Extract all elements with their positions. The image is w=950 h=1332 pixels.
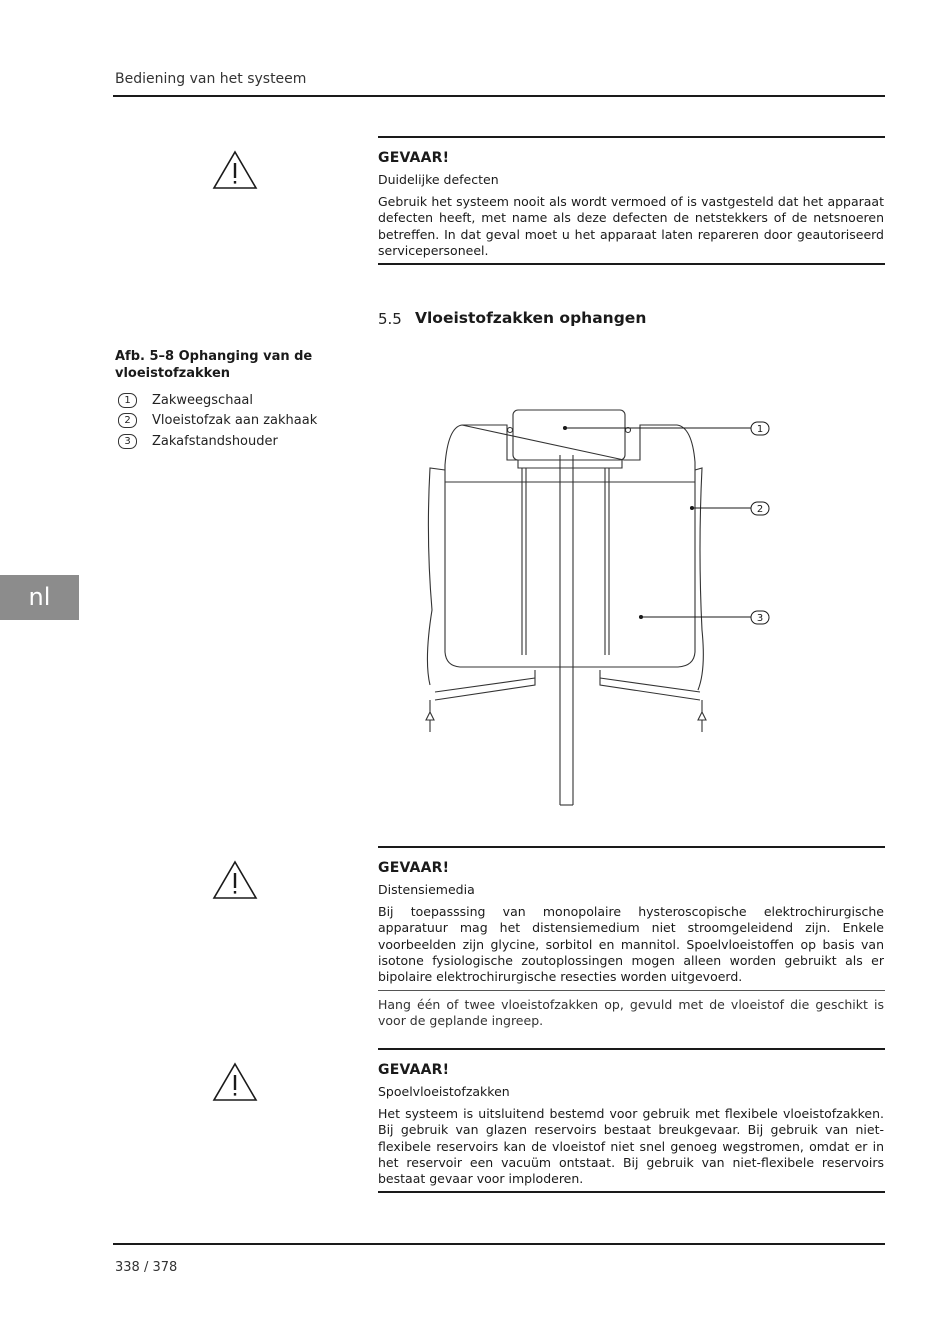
warning-body: Gebruik het systeem nooit als wordt vermoed of is vastgesteld dat het apparaat defecten heeft, met name als deze defecten de netstekkers of de netsnoeren betreffen. In dat geval moet u het apparaat laten repareren door geautoriseerd servicepersoneel. [378, 194, 884, 258]
legend-number: 2 [118, 413, 137, 428]
warning-triangle-icon [212, 150, 258, 190]
running-header: Bediening van het systeem [115, 71, 307, 87]
warning-triangle-icon [212, 1062, 258, 1102]
legend-item [118, 431, 317, 452]
warning-top-rule [378, 136, 885, 138]
warning-body: Het systeem is uitsluitend bestemd voor gebruik met flexibele vloeistofzakken. Bij gebruik van glazen reservoirs bestaat breukgevaar. Bij gebruik van niet-flexibele reservoirs kan de vloeistof niet snel genoeg wegstromen, omdat er in het reservoir een vacuüm ontstaat. Bij gebruik van niet-flexibele reservoirs bestaat gevaar voor imploderen. [378, 1106, 884, 1187]
warning-title: GEVAAR! [378, 860, 450, 876]
instruction-text: Hang één of twee vloeistofzakken op, gevuld met de vloeistof die geschikt is voor de geplande ingreep. [378, 997, 884, 1029]
warning-top-rule [378, 1048, 885, 1050]
legend-number: 3 [118, 434, 137, 449]
warning-bottom-rule [378, 1191, 885, 1193]
section-title: Vloeistofzakken ophangen [415, 309, 647, 327]
warning-bottom-rule [378, 263, 885, 265]
legend-label: Zakafstandshouder [152, 433, 278, 449]
legend-number: 1 [118, 393, 137, 408]
legend-label: Zakweegschaal [152, 392, 253, 408]
section-number: 5.5 [378, 310, 402, 328]
footer-divider [113, 1243, 885, 1245]
header-divider [113, 95, 885, 97]
figure-caption: Afb. 5–8 Ophanging van de vloeistofzakken [115, 349, 313, 381]
language-tab: nl [0, 575, 79, 620]
legend-label: Vloeistofzak aan zakhaak [152, 413, 318, 429]
warning-body: Bij toepasssing van monopolaire hysteroscopische elektrochirurgische apparatuur mag het distensiemedium niet stroomgeleidend zijn. Enkele voorbeelden zijn glycine, sorbitol en mannitol. Spoelvloeistoffen op basis van isotone fysiologische zoutoplossingen mogen alleen worden gebruikt als er bipolaire elektrochirurgische resecties worden uitgevoerd. [378, 904, 884, 985]
warning-title: GEVAAR! [378, 150, 450, 166]
bag-hanger-drawing [410, 400, 780, 815]
legend-item [118, 390, 317, 411]
callout-label-1: 1 [756, 424, 764, 435]
page-number: 338 / 378 [115, 1260, 178, 1275]
warning-triangle-icon [212, 860, 258, 900]
callout-dot-3 [640, 616, 643, 619]
callout-dot-2 [691, 507, 694, 510]
warning-subtitle: Distensiemedia [378, 882, 475, 897]
callout-label-3: 3 [756, 613, 764, 624]
legend-item [118, 411, 317, 432]
warning-title: GEVAAR! [378, 1062, 450, 1078]
callout-label-2: 2 [756, 504, 764, 515]
warning-subtitle: Spoelvloeistofzakken [378, 1084, 510, 1099]
callout-dot-1 [564, 427, 567, 430]
warning-subtitle: Duidelijke defecten [378, 172, 499, 187]
figure-legend [118, 390, 317, 452]
warning-top-rule [378, 846, 885, 848]
warning-bottom-rule [378, 990, 885, 991]
